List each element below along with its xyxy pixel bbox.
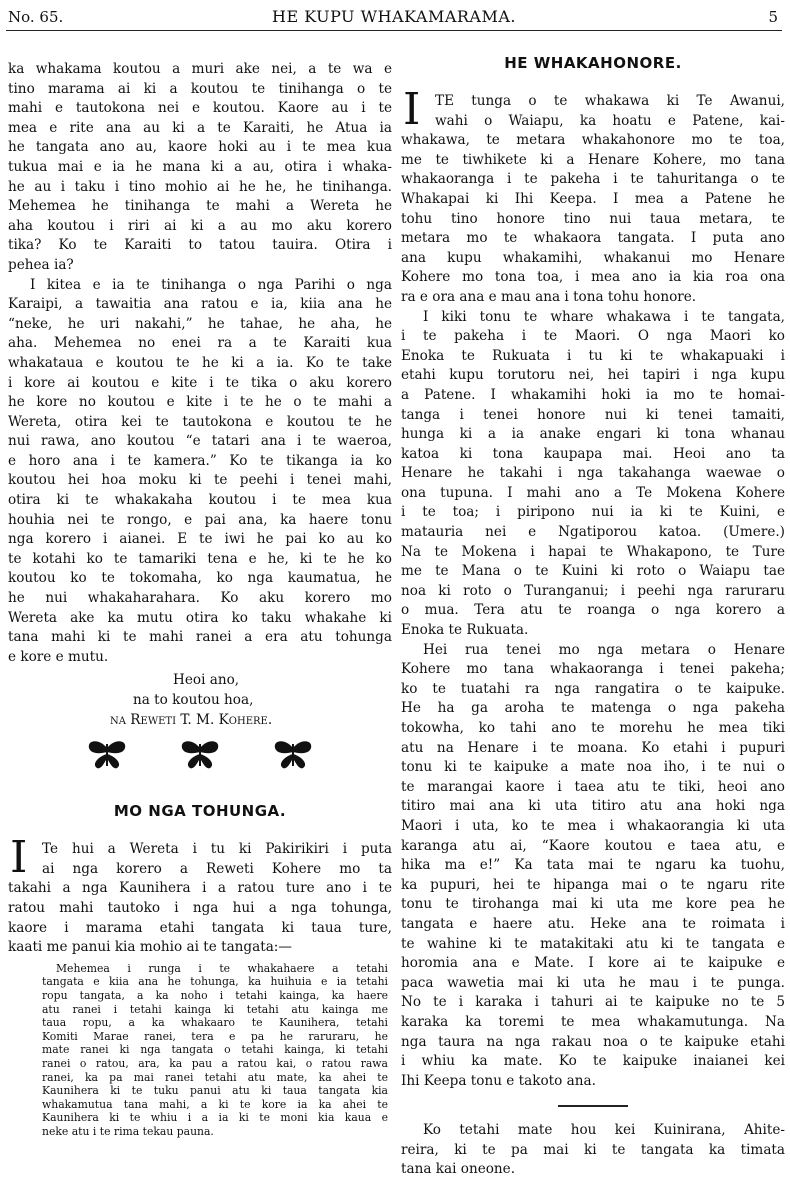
quote-line: Komiti Marae ranei, tera e pa he raruraru, he <box>42 1029 388 1043</box>
text-line: aha. Mehemea no enei ra a te Karaiti kua <box>8 335 392 352</box>
text-line: Maori i uta, ko te mea i whakaorangia ki uta <box>401 817 785 834</box>
page-header <box>6 4 782 31</box>
butterfly-ornament-icon <box>271 738 315 770</box>
quote-line: tangata e kiia ana he tohunga, ka huihuia e ia tetahi <box>42 975 388 989</box>
text-line: “neke, he uri nakahi,” he tahae, he aha, he <box>8 315 392 332</box>
text-line: karaka ka toremi te mea whakamutunga. Na <box>401 1013 785 1030</box>
text-line: me te tiwhikete ki a Henare Kohere, mo tana <box>401 151 785 168</box>
quote-line: Kaunihera ki te tuku panui atu ki taua tangata kia <box>42 1084 388 1098</box>
ornament-row <box>8 738 392 788</box>
text-line: te wahine ki te matakitaki atu ki te tangata e <box>401 935 785 952</box>
text-line: tana mahi ki te mahi ranei a era atu tohunga <box>8 629 392 646</box>
text-line: Ihi Keepa tonu e takoto ana. <box>401 1072 596 1089</box>
text-line: i te toa; i piripono nui ia ki te Kuini, e <box>401 504 785 521</box>
text-line: whakataua e koutou te he ki a ia. Ko te take <box>8 354 392 371</box>
text-line: Na te Mokena i hapai te Whakapono, te Ture <box>401 543 785 560</box>
text-line: ona tupuna. I mahi ano a Te Mokena Kohere <box>401 484 785 501</box>
text-line: whakawa, te metara whakahonore mo te toa, <box>401 132 785 149</box>
text-line: hika ma e!” Ka tata mai te ngaru ka tuohu, <box>401 857 785 874</box>
text-line: nga taura na nga rakau noa o te kaipuke etahi <box>401 1033 785 1050</box>
text-line: he kore no koutou e kite i te he o te mahi a <box>8 394 392 411</box>
text-line: he tangata ano au, kaore hoki au i te mea kua <box>8 139 392 156</box>
text-line: kaore i marama etahi tangata ki taua ture, <box>8 919 392 936</box>
text-line: tangata e haere atu. Heke ana te roimata i <box>401 915 785 932</box>
text-line: He ha ga aroha te matenga o nga pakeha <box>401 700 785 717</box>
text-line: e horo ana i te kamera.” Ko te tikanga ia ko <box>8 452 392 469</box>
text-line: ratou mahi tautoko i nga hui a nga tohunga, <box>8 899 392 916</box>
text-line: tukua mai e ia he mana ki a au, otira i whaka- <box>8 158 392 175</box>
left-paragraph-2 <box>8 276 392 668</box>
text-line: mahi e tautokona nei e koutou. Kaore au i te <box>8 100 392 117</box>
text-line: ana kupu whakamihi, whakanui mo Henare <box>401 249 785 266</box>
text-line: matauria nei e Ngatiporou katoa. (Umere.) <box>401 524 785 541</box>
text-line: koutou hei hoa moku ki te peehi i tenei mahi, <box>8 472 392 489</box>
left-paragraph-3 <box>8 832 392 958</box>
right-paragraph-4 <box>401 1121 785 1180</box>
text-line: a Patene. I whakamihi hoki ia mo te homai- <box>401 386 785 403</box>
text-line: i whiu ka mate. Ko te kaipuke inaianei kei <box>401 1053 785 1070</box>
text-line: e kore e mutu. <box>8 648 109 665</box>
text-line: kaati me panui kia mohio ai te tangata:— <box>8 939 292 956</box>
text-line: tohu tino honore tino nui taua metara, te <box>401 210 785 227</box>
text-line: whakaoranga i te pakeha i te tahuritanga o te <box>401 171 785 188</box>
text-line: tonu te tirohanga mai ki uta me kore pea he <box>401 896 785 913</box>
text-line: I kitea e ia te tinihanga o nga Parihi o nga <box>30 276 392 293</box>
text-line: tika? Ko te Karaiti to tatou tauira. Otira i <box>8 237 392 254</box>
butterfly-ornament-icon <box>85 738 129 770</box>
quote-line: neke atu i te rima tekau pauna. <box>42 1124 214 1138</box>
running-title: HE KUPU WHAKAMARAMA. <box>271 7 516 26</box>
text-line: ka whakama koutou a muri ake nei, a te wa e <box>8 61 392 77</box>
text-line: me te Mana o te Kuini ki roto o Waiapu tae <box>401 563 785 580</box>
text-line: metara mo te whakaora tangata. I puta ano <box>401 230 785 247</box>
quote-line: Kaunihera ki te whiu i a ia ki te moni kia kaua e <box>42 1111 388 1125</box>
text-line: tanga i tenei honore nui ki tenei tamaiti, <box>401 406 785 423</box>
text-line: koutou ko te tokomaha, ko nga kaumatua, he <box>8 570 392 587</box>
text-line: titiro mai ana ki uta titiro atu ana hoki nga <box>401 798 785 815</box>
text-line: mea e rite ana au ki a te Karaiti, he Atua ia <box>8 119 392 136</box>
section-heading-whakahonore: HE WHAKAHONORE. <box>504 54 682 72</box>
text-line: Whakapai ki Ihi Keepa. I mea a Patene he <box>401 190 785 207</box>
text-line: tokowha, ko tahi ano te morehu he mea tiki <box>401 720 785 736</box>
text-line: atu na Henare i te moana. Ko etahi i pupuri <box>401 739 785 756</box>
text-line: karanga atu ai, “Kaore koutou e taea atu, e <box>401 837 785 854</box>
signature-block <box>8 671 392 730</box>
text-line: nga korero i aianei. E te iwi he pai ko au ko <box>8 531 392 548</box>
text-line: te marangai kaore i taea atu te tiki, heoi ano <box>401 778 785 795</box>
text-line: No te i karaka i tahuri ai te kaipuke no te 5 <box>401 994 785 1011</box>
text-line: ka pupuri, hei te hipanga mai o te ngaru rite <box>401 876 785 893</box>
text-line: Wereta, otira kei te tautokona e koutou te he <box>8 413 392 430</box>
text-line: etahi kupu torutoru nei, hei tapiri i nga kupu <box>401 367 785 384</box>
text-line: i te pakeha i te Maori. O nga Maori ko <box>401 328 785 345</box>
drop-cap: I <box>10 832 28 884</box>
text-line: he nui whakaharahara. Ko aku korero mo <box>8 590 392 607</box>
quote-line: atu ranei i tetahi kainga ki tetahi atu kainga me <box>42 1002 388 1016</box>
text-line: i kore ai koutou e kite i te tika o aku korero <box>8 374 392 391</box>
right-column <box>401 54 785 1180</box>
issue-number: No. 65. <box>8 8 64 26</box>
text-line: I kiki tonu te whare whakawa i te tangata, <box>423 308 785 325</box>
text-line: Wereta ake ka mutu otira ko taku whakahe ki <box>8 609 392 626</box>
text-line: Hei rua tenei mo nga metara o Henare <box>423 641 785 658</box>
text-line: katoa ki tona kaupapa mai. Heoi ano ta <box>401 445 785 462</box>
text-line: ko te tuatahi ra nga rangatira o te kaipuke. <box>401 680 785 697</box>
text-line: Kohere mo tona toa, i mea ano ia kia roa ona <box>401 269 785 286</box>
butterfly-ornament-icon <box>178 738 222 770</box>
signature-line-3: na Reweti T. M. Kohere. <box>110 711 273 728</box>
drop-cap: I <box>403 84 421 135</box>
ordinance-quote <box>8 962 392 1139</box>
text-line: Enoka te Rukuata. <box>401 622 529 639</box>
text-line: aha koutou i riri ai ki a au mo aku korero <box>8 217 392 234</box>
quote-line: mate ranei ki nga tangata o tetahi kainga, ki tetahi <box>42 1043 388 1057</box>
text-line: o mua. Tera atu te roanga o nga korero a <box>401 602 785 619</box>
text-line: otira ki te whakakaha koutou i te mea kua <box>8 492 392 509</box>
text-line: tino marama ai ki a koutou te tinihanga o te <box>8 80 392 97</box>
left-column <box>8 60 392 1138</box>
left-paragraph-1 <box>8 60 392 276</box>
text-line: ra e ora ana e mau ana i tona tohu honore. <box>401 288 697 305</box>
text-line: reira, ki te pa mai ki te tangata ka timata <box>401 1141 785 1158</box>
text-line: houhia nei te rongo, e pai ana, ka haere tonu <box>8 511 392 528</box>
text-line: Enoka te Rukuata i tu ki te whakapuaki i <box>401 347 785 364</box>
right-paragraph-2 <box>401 308 785 641</box>
quote-line: taua ropu, a ka whakaaro te Kaunihera, tetahi <box>42 1016 388 1030</box>
text-line: noa ki roto o Turanganui; i peehi nga raruraru <box>401 582 785 599</box>
signature-line-2: na to koutou hoa, <box>133 692 254 708</box>
text-line: hunga ki a ia anake engari ki tona whanau <box>401 426 785 443</box>
section-divider <box>558 1105 628 1107</box>
text-line: Mehemea he tinihanga te mahi a Wereta he <box>8 198 392 215</box>
quote-line: ranei o ratou, ara, ka pau a ratou kai, o ratou rawa <box>42 1056 388 1070</box>
text-line: Ko tetahi mate hou kei Kuinirana, Ahite- <box>423 1122 785 1139</box>
text-line: Karaipi, a tawaitia ana ratou e ia, kiia ana he <box>8 296 392 313</box>
text-line: tana kai oneone. <box>401 1161 516 1178</box>
text-line: tonu ki te kaipuke a mate noa iho, i te nui o <box>401 759 785 776</box>
quote-line: ropu tangata, a ka noho i tetahi kainga, ka haere <box>42 988 388 1002</box>
right-paragraph-1 <box>401 84 785 308</box>
text-line: takahi a nga Kaunihera i a ratou ture ano i te <box>8 880 392 897</box>
text-line: he au i taku i tino mohio ai he he, he tinihanga. <box>8 178 392 195</box>
text-line: Henare he takahi i nga takahanga waewae o <box>401 465 785 482</box>
section-heading-tohunga: MO NGA TOHUNGA. <box>113 802 287 821</box>
text-line: wahi o Waiapu, ka hoatu e Patene, kai- <box>435 112 785 129</box>
text-line: nui rawa, ano koutou “e tatari ana i te waeroa, <box>8 433 392 450</box>
text-line: pehea ia? <box>8 256 74 273</box>
text-line: TE tunga o te whakawa ki Te Awanui, <box>435 93 785 109</box>
signature-line-1: Heoi ano, <box>173 672 240 689</box>
quote-line: whakamutua tana mahi, a ki te kore ia ka ahei te <box>42 1097 388 1111</box>
quote-line: ranei, ka pa mai ranei tetahi atu mate, ka ahei te <box>42 1070 388 1084</box>
quote-line: Mehemea i runga i te whakahaere a tetahi <box>56 961 388 975</box>
text-line: ai nga korero a Reweti Kohere mo ta <box>42 860 392 877</box>
text-line: Te hui a Wereta i tu ki Pakirikiri i puta <box>42 841 392 858</box>
right-paragraph-3 <box>401 641 785 1092</box>
text-line: Kohere mo tana whakaoranga i tenei pakeha; <box>401 661 785 678</box>
text-line: horomia ana e Mate. I kore ai te kaipuke e <box>401 955 785 972</box>
page-number: 5 <box>768 8 778 26</box>
text-line: paca wawetia mai ki uta he mau i te punga. <box>401 974 785 991</box>
text-line: te kotahi ko te tamariki tena e he, ki te he ko <box>8 550 392 567</box>
